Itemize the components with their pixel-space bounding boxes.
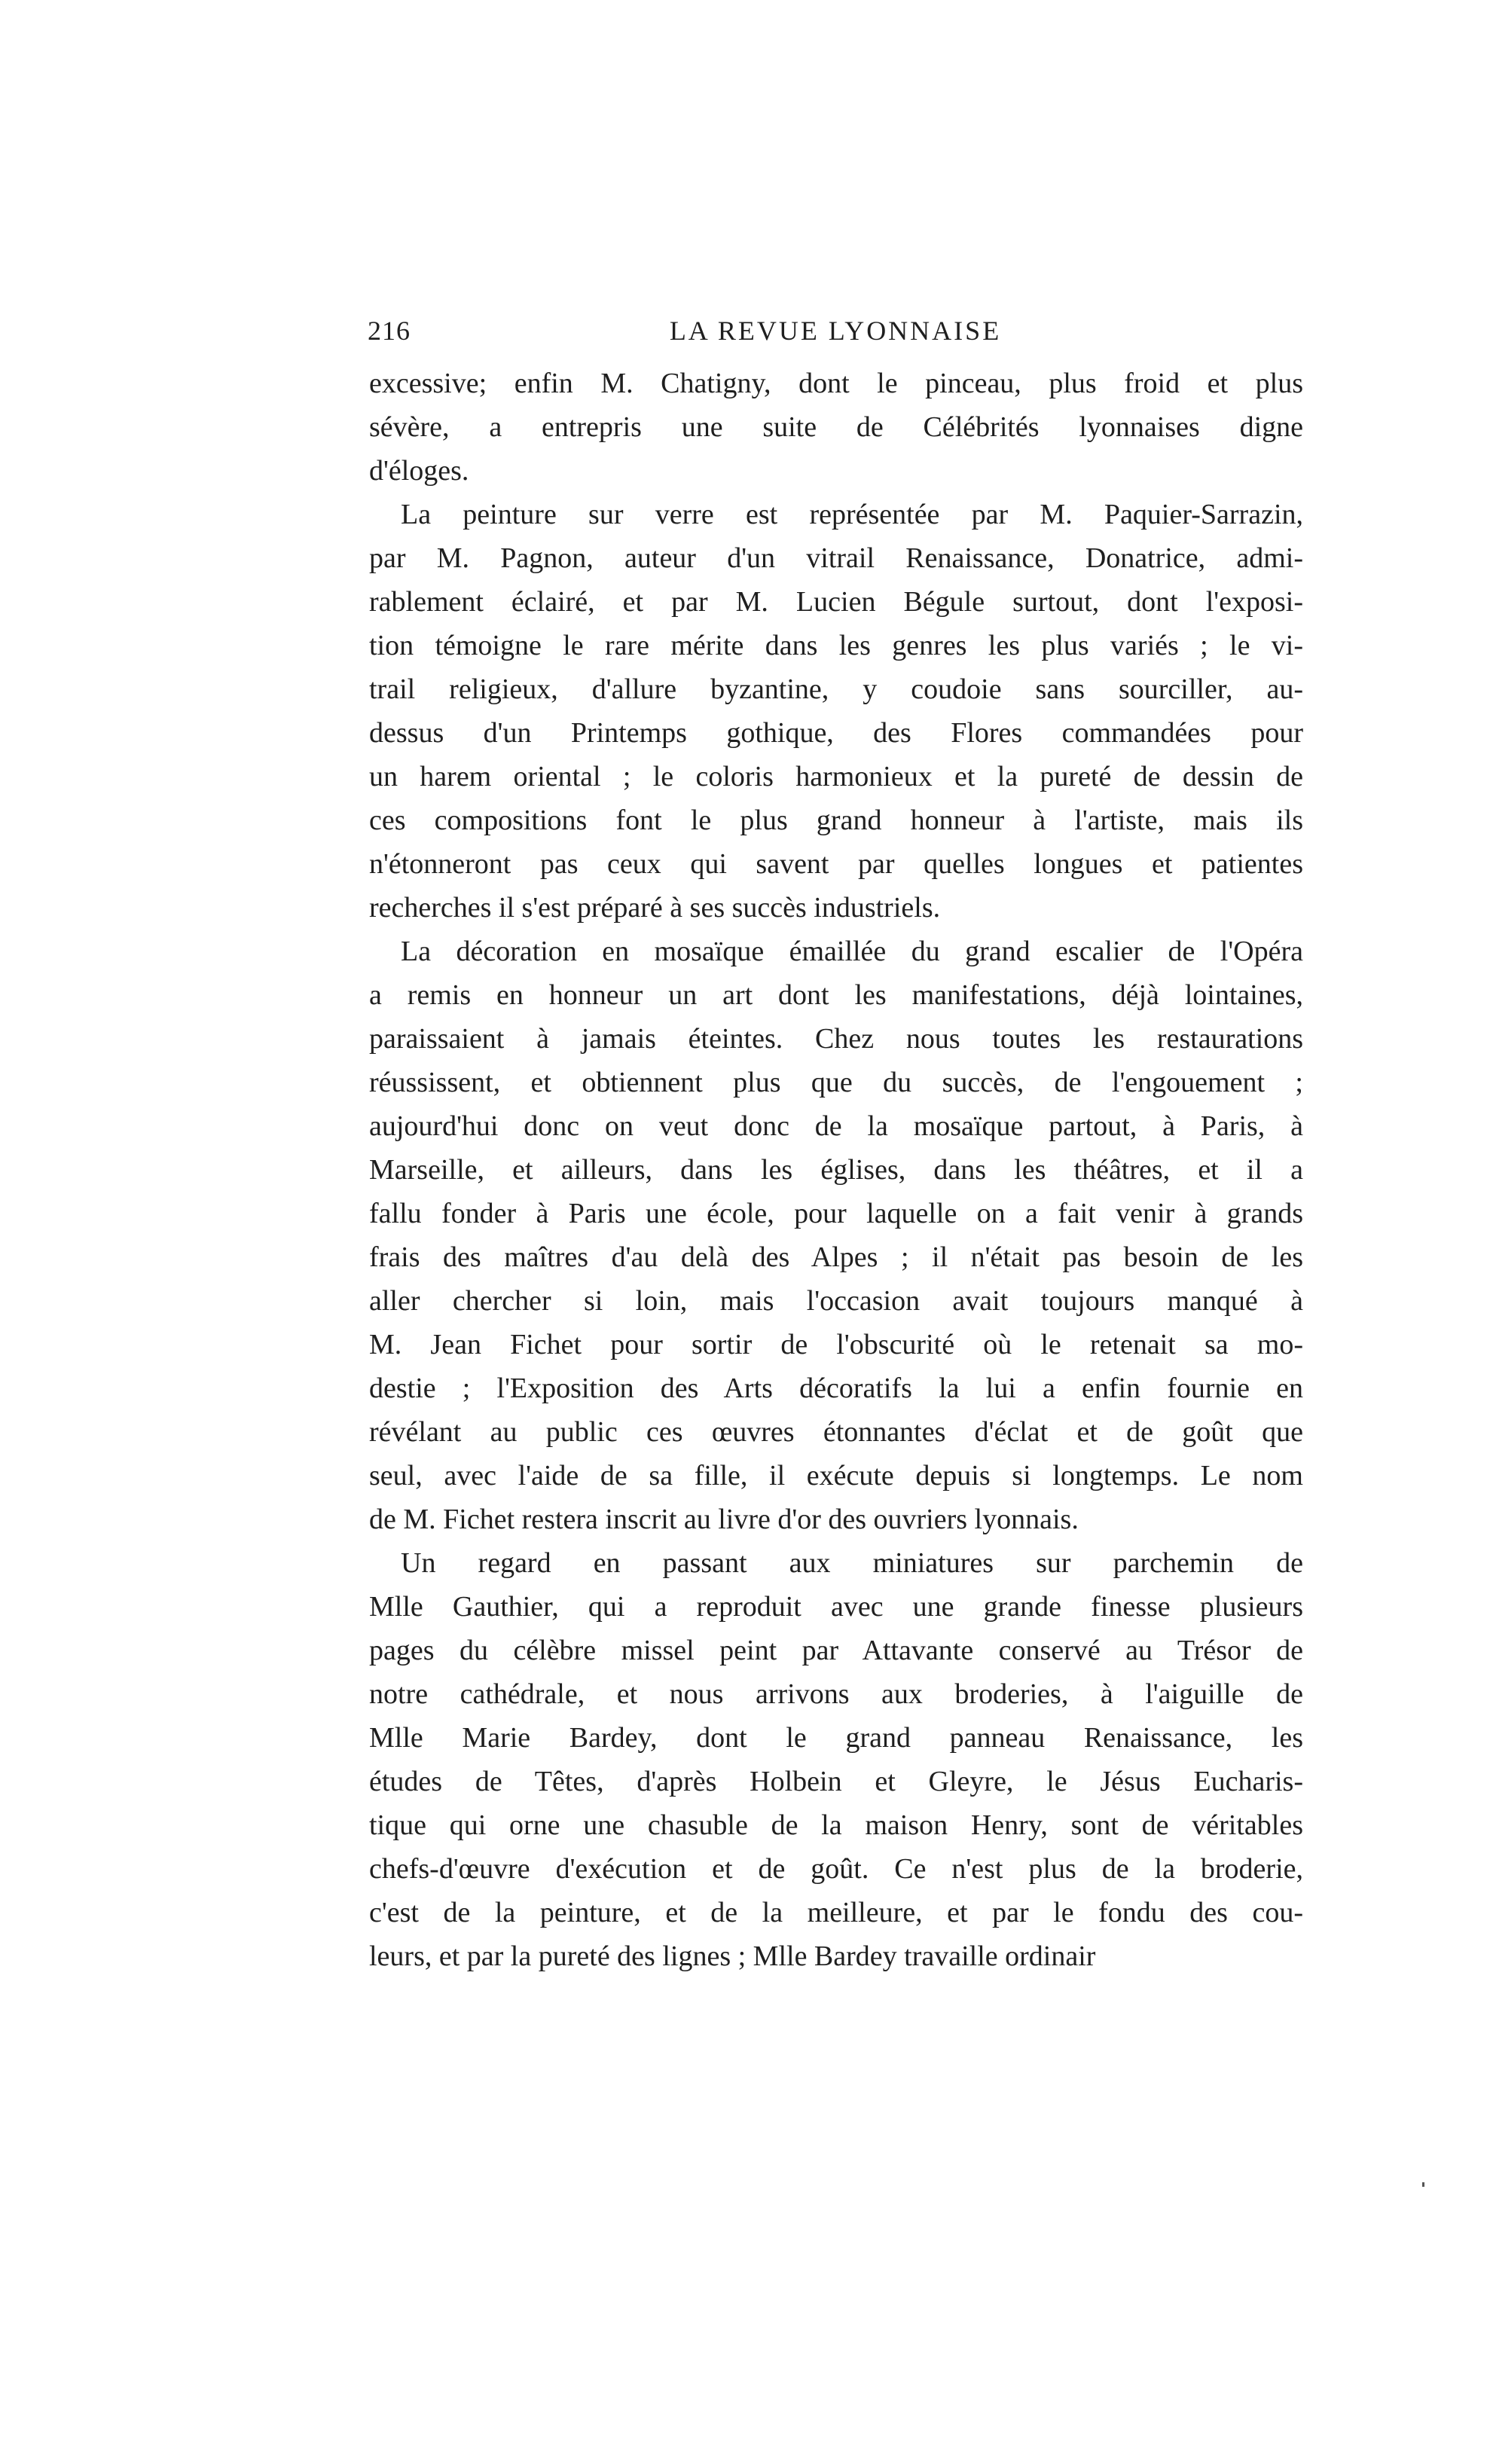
text-line: révélant au public ces œuvres étonnantes d'éclat et de goût que: [369, 1416, 1303, 1448]
text-line: tique qui orne une chasuble de la maison Henry, sont de véritables: [369, 1809, 1303, 1841]
page-number: 216: [368, 316, 411, 346]
text-line: leurs, et par la pureté des lignes ; Mlle Bardey travaille ordinair: [369, 1940, 1096, 1972]
text-line: frais des maîtres d'au delà des Alpes ; il n'était pas besoin de les: [369, 1241, 1303, 1273]
text-line: rablement éclairé, et par M. Lucien Bégule surtout, dont l'exposi-: [369, 586, 1303, 618]
text-line: de M. Fichet restera inscrit au livre d'or des ouvriers lyonnais.: [369, 1504, 1079, 1535]
text-line: études de Têtes, d'après Holbein et Gleyre, le Jésus Eucharis-: [369, 1766, 1303, 1797]
text-line: réussissent, et obtiennent plus que du succès, de l'engouement ;: [369, 1067, 1303, 1098]
running-head: LA REVUE LYONNAISE: [669, 316, 1002, 346]
text-line: excessive; enfin M. Chatigny, dont le pinceau, plus froid et plus: [369, 368, 1303, 399]
text-line: a remis en honneur un art dont les manifestations, déjà lointaines,: [369, 979, 1303, 1011]
text-line: dessus d'un Printemps gothique, des Flores commandées pour: [369, 717, 1303, 749]
text-line: paraissaient à jamais éteintes. Chez nous toutes les restaurations: [369, 1023, 1303, 1055]
text-line: aller chercher si loin, mais l'occasion avait toujours manqué à: [369, 1285, 1303, 1317]
text-line: un harem oriental ; le coloris harmonieux et la pureté de dessin de: [369, 761, 1303, 792]
text-line: fallu fonder à Paris une école, pour laquelle on a fait venir à grands: [369, 1198, 1303, 1229]
text-line: La décoration en mosaïque émaillée du grand escalier de l'Opéra: [401, 936, 1303, 967]
text-line: Marseille, et ailleurs, dans les églises, dans les théâtres, et il a: [369, 1154, 1303, 1186]
text-line: aujourd'hui donc on veut donc de la mosaïque partout, à Paris, à: [369, 1110, 1303, 1142]
text-line: La peinture sur verre est représentée par M. Paquier-Sarrazin,: [401, 499, 1303, 530]
text-line: chefs-d'œuvre d'exécution et de goût. Ce n'est plus de la broderie,: [369, 1853, 1303, 1885]
text-line: trail religieux, d'allure byzantine, y coudoie sans sourciller, au-: [369, 673, 1303, 705]
page-speck: [1422, 2182, 1424, 2187]
text-line: seul, avec l'aide de sa fille, il exécute depuis si longtemps. Le nom: [369, 1460, 1303, 1492]
text-line: pages du célèbre missel peint par Attavante conservé au Trésor de: [369, 1635, 1303, 1666]
text-line: ces compositions font le plus grand honneur à l'artiste, mais ils: [369, 805, 1303, 836]
text-line: par M. Pagnon, auteur d'un vitrail Renaissance, Donatrice, admi-: [369, 542, 1303, 574]
page-header: [368, 315, 1303, 360]
text-line: destie ; l'Exposition des Arts décoratifs la lui a enfin fournie en: [369, 1372, 1303, 1404]
text-line: n'étonneront pas ceux qui savent par quelles longues et patientes: [369, 848, 1303, 880]
text-line: recherches il s'est préparé à ses succès industriels.: [369, 892, 941, 924]
text-line: tion témoigne le rare mérite dans les genres les plus variés ; le vi-: [369, 630, 1303, 661]
text-line: c'est de la peinture, et de la meilleure, et par le fondu des cou-: [369, 1897, 1303, 1928]
text-line: sévère, a entrepris une suite de Célébrités lyonnaises digne: [369, 411, 1303, 443]
text-line: Mlle Marie Bardey, dont le grand panneau Renaissance, les: [369, 1722, 1303, 1754]
text-line: Mlle Gauthier, qui a reproduit avec une grande finesse plusieurs: [369, 1591, 1303, 1623]
text-line: d'éloges.: [369, 455, 469, 487]
body-text: [369, 362, 1303, 1978]
text-line: Un regard en passant aux miniatures sur parchemin de: [401, 1547, 1303, 1579]
text-line: notre cathédrale, et nous arrivons aux broderies, à l'aiguille de: [369, 1678, 1303, 1710]
text-line: M. Jean Fichet pour sortir de l'obscurité où le retenait sa mo-: [369, 1329, 1303, 1360]
